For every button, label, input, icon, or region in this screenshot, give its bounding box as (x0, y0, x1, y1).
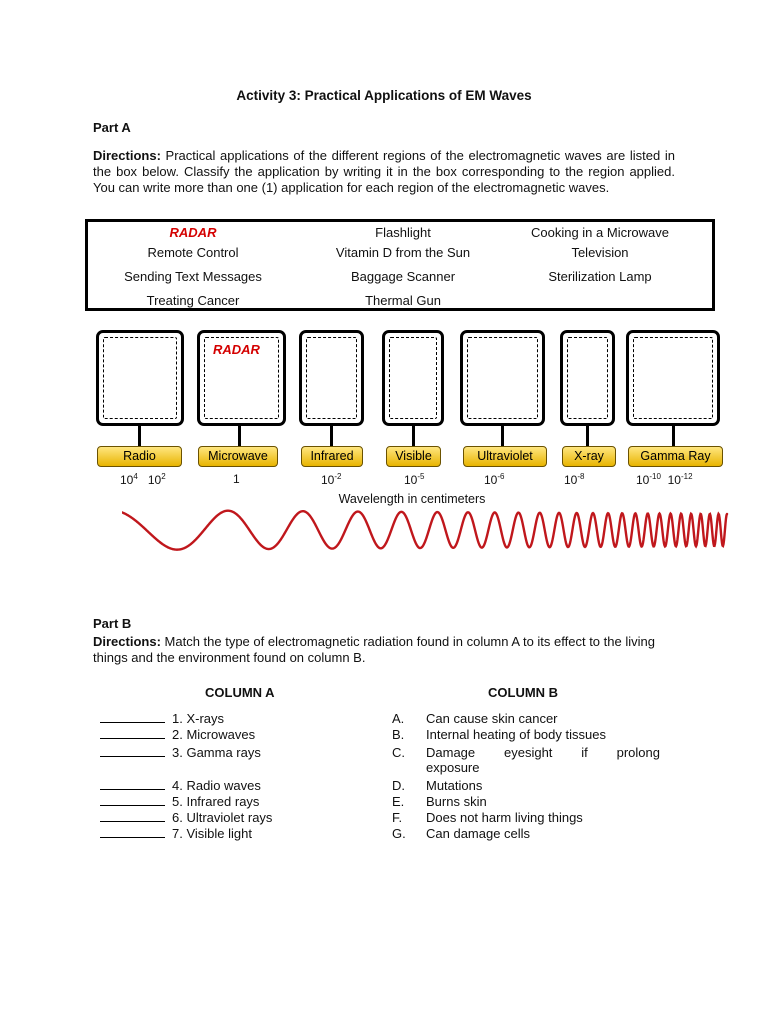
column-b-effect: Burns skin (426, 794, 487, 809)
column-a-item: 6. Ultraviolet rays (100, 810, 272, 825)
wavelength-visible: $10^{-5}$ (404, 472, 425, 487)
directions-text: Practical applications of the different regions of the electromagnetic waves are listed in the box below. Classify the application by writing it in the box corresponding to the region applied. You can write more than one (1) application for each region of the electromagnetic waves. (93, 148, 675, 195)
app-remote-control: Remote Control (147, 245, 239, 260)
column-b-effect: Mutations (426, 778, 483, 793)
answer-box-infrared[interactable] (299, 330, 364, 426)
answer-blank[interactable] (100, 746, 165, 757)
answer-box-ultraviolet[interactable] (460, 330, 545, 426)
column-b-effect: Internal heating of body tissues (426, 727, 606, 742)
column-b-letter: E. (392, 794, 405, 809)
column-b-header: COLUMN B (488, 685, 559, 700)
connector-ultraviolet (501, 426, 504, 446)
column-b-letter: C. (392, 745, 405, 760)
column-a-item: 1. X-rays (100, 711, 224, 726)
app-text-messages: Sending Text Messages (124, 269, 262, 284)
app-television: Television (571, 245, 629, 260)
em-wave-line (122, 511, 727, 550)
connector-radio (138, 426, 141, 446)
app-cooking-microwave: Cooking in a Microwave (530, 225, 669, 240)
part-a-directions (93, 148, 675, 196)
directions-label: Directions: (93, 634, 161, 649)
wavelength-ultraviolet: $10^{-6}$ (484, 472, 505, 487)
connector-visible (412, 426, 415, 446)
connector-infrared (330, 426, 333, 446)
answer-box-xray[interactable] (560, 330, 615, 426)
column-b-effect: Damage eyesight if prolong (426, 745, 660, 760)
wavelength-microwave: 1 (233, 472, 240, 486)
column-b-letter: B. (392, 727, 405, 742)
answer-blank[interactable] (100, 811, 165, 822)
region-visible: Visible (386, 446, 441, 467)
answer-box-radio[interactable] (96, 330, 184, 426)
answer-example-radar: RADAR (213, 342, 260, 357)
column-a-header: COLUMN A (205, 685, 275, 700)
region-infrared: Infrared (301, 446, 363, 467)
column-b-effect: Does not harm living things (426, 810, 583, 825)
em-wave-graphic (122, 500, 732, 558)
region-microwave: Microwave (198, 446, 278, 467)
answer-box-visible[interactable] (382, 330, 444, 426)
wavelength-gamma: $10^{-10}$ $10^{-12}$ (636, 472, 693, 487)
column-b-effect-continued: exposure (426, 760, 480, 775)
column-a-item: 4. Radio waves (100, 778, 261, 793)
answer-blank[interactable] (100, 712, 165, 723)
connector-gamma (672, 426, 675, 446)
part-b-heading: Part B (93, 616, 132, 631)
column-a-item: 7. Visible light (100, 826, 252, 841)
app-radar: RADAR (169, 225, 217, 240)
column-a-item: 2. Microwaves (100, 727, 255, 742)
answer-blank[interactable] (100, 779, 165, 790)
app-treating-cancer: Treating Cancer (146, 293, 240, 308)
wavelength-xray: $10^{-8}$ (564, 472, 585, 487)
column-b-letter: G. (392, 826, 406, 841)
column-a-item: 5. Infrared rays (100, 794, 259, 809)
column-b-effect: Can cause skin cancer (426, 711, 558, 726)
part-b-directions (93, 634, 683, 666)
wavelength-radio: $10^4$ $10^2$ (120, 472, 166, 487)
app-sterilization-lamp: Sterilization Lamp (548, 269, 652, 284)
part-a-heading: Part A (93, 120, 131, 135)
answer-blank[interactable] (100, 795, 165, 806)
directions-label: Directions: (93, 148, 161, 163)
answer-blank[interactable] (100, 827, 165, 838)
app-thermal-gun: Thermal Gun (365, 293, 441, 308)
wavelength-caption: Wavelength in centimeters (338, 492, 486, 506)
wavelength-infrared: $10^{-2}$ (321, 472, 342, 487)
region-xray: X-ray (562, 446, 616, 467)
column-b-letter: A. (392, 711, 405, 726)
answer-box-microwave[interactable] (197, 330, 286, 426)
page-title: Activity 3: Practical Applications of EM Waves (236, 88, 532, 103)
answer-blank[interactable] (100, 728, 165, 739)
app-baggage-scanner: Baggage Scanner (350, 269, 456, 284)
column-b-effect: Can damage cells (426, 826, 531, 841)
applications-box (85, 219, 715, 311)
connector-xray (586, 426, 589, 446)
app-vitamin-d: Vitamin D from the Sun (335, 245, 471, 260)
column-b-letter: D. (392, 778, 405, 793)
region-ultraviolet: Ultraviolet (463, 446, 547, 467)
connector-microwave (238, 426, 241, 446)
region-gamma: Gamma Ray (628, 446, 723, 467)
answer-box-gamma[interactable] (626, 330, 720, 426)
app-flashlight: Flashlight (375, 225, 431, 240)
directions-text: Match the type of electromagnetic radiation found in column A to its effect to the living things and the environment found on column B. (93, 634, 655, 665)
column-a-item: 3. Gamma rays (100, 745, 261, 760)
column-b-letter: F. (392, 810, 403, 825)
region-radio: Radio (97, 446, 182, 467)
